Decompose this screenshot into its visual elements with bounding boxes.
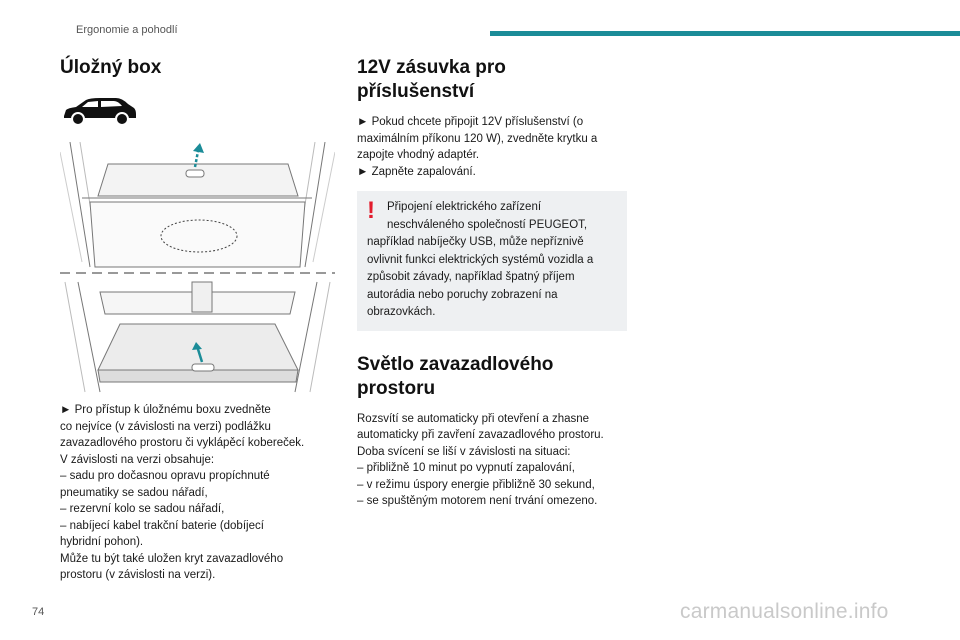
text-line: – nabíjecí kabel trakční baterie (dobíjecí: [60, 519, 264, 532]
left-column: [60, 56, 335, 584]
trunk-open-view: [65, 282, 330, 392]
warning-line: ovlivnit funkci elektrických systémů vozidla a: [367, 253, 594, 266]
trunk-storage-illustration: [60, 142, 335, 394]
storage-box-title: Úložný box: [60, 57, 162, 78]
text-line: – rezervní kolo se sadou nářadí,: [60, 503, 225, 515]
car-side-icon: [60, 94, 138, 126]
text-line: Doba svícení se liší v závislosti na situaci:: [357, 445, 571, 458]
storage-box-text: [60, 402, 335, 584]
text-line: Rozsvítí se automaticky při otevření a zhasne: [357, 412, 590, 425]
section-header: Ergonomie a pohodlí: [76, 24, 178, 36]
text-line: ► Zapněte zapalování.: [357, 165, 476, 178]
text-line: – přibližně 10 minut po vypnutí zapalování,: [357, 462, 575, 474]
warning-line: obrazovkách.: [367, 306, 436, 318]
text-line: co nejvíce (v závislosti na verzi) podlážku: [60, 420, 271, 433]
header-accent-bar: [490, 31, 960, 36]
warning-exclamation-icon: !: [367, 197, 375, 224]
trunk-light-title-line: Světlo zavazadlového: [357, 353, 554, 375]
trunk-light-title-line: prostoru: [357, 377, 436, 399]
trunk-top-view: [60, 142, 335, 267]
watermark: carmanualsonline.info: [680, 600, 889, 623]
warning-line: neschváleného společností PEUGEOT,: [387, 218, 588, 231]
page-number: 74: [32, 606, 45, 618]
socket-title: [357, 56, 627, 104]
socket-text: [357, 114, 627, 180]
warning-line: například nabíječky USB, může nepříznivě: [367, 236, 584, 248]
warning-line: Připojení elektrického zařízení: [387, 201, 542, 213]
text-line: zapojte vhodný adaptér.: [357, 149, 480, 161]
text-line: V závislosti na verzi obsahuje:: [60, 453, 215, 466]
socket-title-line: 12V zásuvka pro: [357, 57, 506, 78]
text-line: maximálním příkonu 120 W), zvedněte krytku a: [357, 132, 598, 145]
socket-title-line: příslušenství: [357, 81, 475, 102]
text-line: ► Pokud chcete připojit 12V příslušenství (o: [357, 116, 584, 128]
text-line: hybridní pohon).: [60, 536, 144, 548]
text-line: automaticky při zavření zavazadlového prostoru.: [357, 429, 604, 441]
text-line: zavazadlového prostoru či vyklápěcí kobereček.: [60, 437, 305, 449]
warning-line: způsobit závady, například špatný příjem: [367, 271, 575, 283]
text-line: prostoru (v závislosti na verzi).: [60, 569, 216, 581]
right-column: [357, 56, 627, 510]
text-line: – se spuštěným motorem není trvání omezeno.: [357, 495, 598, 507]
warning-box: [357, 191, 627, 331]
text-line: Může tu být také uložen kryt zavazadlového: [60, 552, 284, 565]
warning-line: autorádia nebo poruchy zobrazení na: [367, 288, 558, 301]
text-line: ► Pro přístup k úložnému boxu zvedněte: [60, 404, 271, 416]
trunk-light-text: [357, 411, 627, 510]
text-line: – sadu pro dočasnou opravu propíchnuté: [60, 470, 270, 482]
text-line: – v režimu úspory energie přibližně 30 sekund,: [357, 478, 595, 491]
trunk-light-title: [357, 353, 627, 401]
text-line: pneumatiky se sadou nářadí,: [60, 486, 208, 499]
